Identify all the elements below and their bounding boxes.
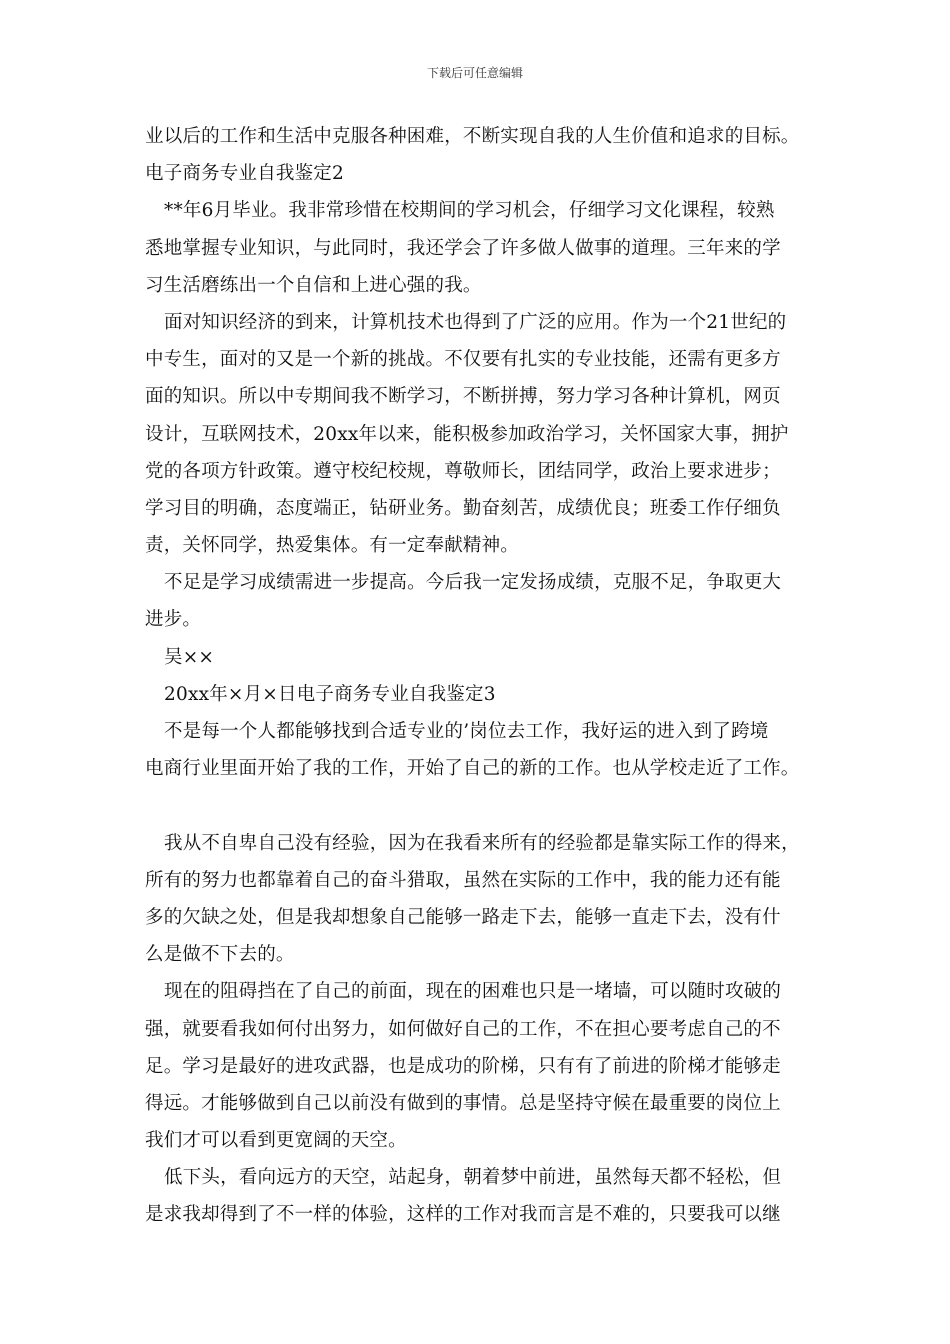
- text-line: 悉地掌握专业知识，与此同时，我还学会了许多做人做事的道理。三年来的学: [145, 237, 781, 259]
- document-body: [145, 118, 835, 1234]
- text-line: 业以后的工作和生活中克服各种困难，不断实现自我的人生价值和追求的目标。: [145, 126, 800, 147]
- text-line: 学习目的明确，态度端正，钻研业务。勤奋刻苦，成绩优良；班委工作仔细负: [145, 497, 781, 519]
- text-line: 中专生，面对的又是一个新的挑战。不仅要有扎实的专业技能，还需有更多方: [145, 349, 781, 371]
- date-and-heading: 20xx年×月×日电子商务专业自我鉴定3: [164, 683, 496, 705]
- text-line: 责，关怀同学，热爱集体。有一定奉献精神。: [145, 535, 520, 557]
- text-line: 习生活磨练出一个自信和上进心强的我。: [145, 274, 482, 296]
- text-line: 足。学习是最好的进攻武器，也是成功的阶梯，只有有了前进的阶梯才能够走: [145, 1055, 781, 1077]
- text-line: 电商行业里面开始了我的工作，开始了自己的新的工作。也从学校走近了工作。: [145, 758, 800, 780]
- blank-line: [145, 787, 835, 824]
- text-line: 不足是学习成绩需进一步提高。今后我一定发扬成绩，克服不足，争取更大: [164, 572, 782, 594]
- text-line: **年6月毕业。我非常珍惜在校期间的学习机会，仔细学习文化课程，较熟: [164, 200, 775, 222]
- page-header-note: 下载后可任意编辑: [426, 66, 523, 80]
- text-line: 进步。: [145, 609, 202, 631]
- text-line: 是求我却得到了不一样的体验，这样的工作对我而言是不难的，只要我可以继: [145, 1204, 781, 1226]
- text-line: 面的知识。所以中专期间我不断学习，不断拼搏，努力学习各种计算机，网页: [145, 386, 781, 408]
- text-line: 面对知识经济的到来，计算机技术也得到了广泛的应用。作为一个21世纪的: [164, 311, 787, 333]
- text-line: 么是做不下去的。: [145, 944, 295, 966]
- text-line: 低下头，看向远方的天空，站起身，朝着梦中前进，虽然每天都不轻松，但: [164, 1167, 782, 1189]
- text-line: 强，就要看我如何付出努力，如何做好自己的工作，不在担心要考虑自己的不: [145, 1018, 781, 1040]
- text-line: 多的欠缺之处，但是我却想象自己能够一路走下去，能够一直走下去，没有什: [145, 906, 781, 928]
- text-line: 所有的努力也都靠着自己的奋斗猎取，虽然在实际的工作中，我的能力还有能: [145, 869, 781, 891]
- text-line: 现在的阻碍挡在了自己的前面，现在的困难也只是一堵墙，可以随时攻破的: [164, 981, 782, 1003]
- text-line: 我们才可以看到更宽阔的天空。: [145, 1130, 407, 1152]
- section-heading: 电子商务专业自我鉴定2: [145, 163, 344, 185]
- text-line: 设计，互联网技术，20xx年以来，能积极参加政治学习，关怀国家大事，拥护: [145, 423, 789, 445]
- signature-name: 吴××: [164, 646, 215, 668]
- text-line: 党的各项方针政策。遵守校纪校规，尊敬师长，团结同学，政治上要求进步；: [145, 460, 781, 482]
- text-line: 不是每一个人都能够找到合适专业的’岗位去工作，我好运的进入到了跨境: [164, 721, 769, 742]
- text-line: 得远。才能够做到自己以前没有做到的事情。总是坚持守候在最重要的岗位上: [145, 1092, 781, 1114]
- text-line: 我从不自卑自己没有经验，因为在我看来所有的经验都是靠实际工作的得来，: [164, 832, 800, 854]
